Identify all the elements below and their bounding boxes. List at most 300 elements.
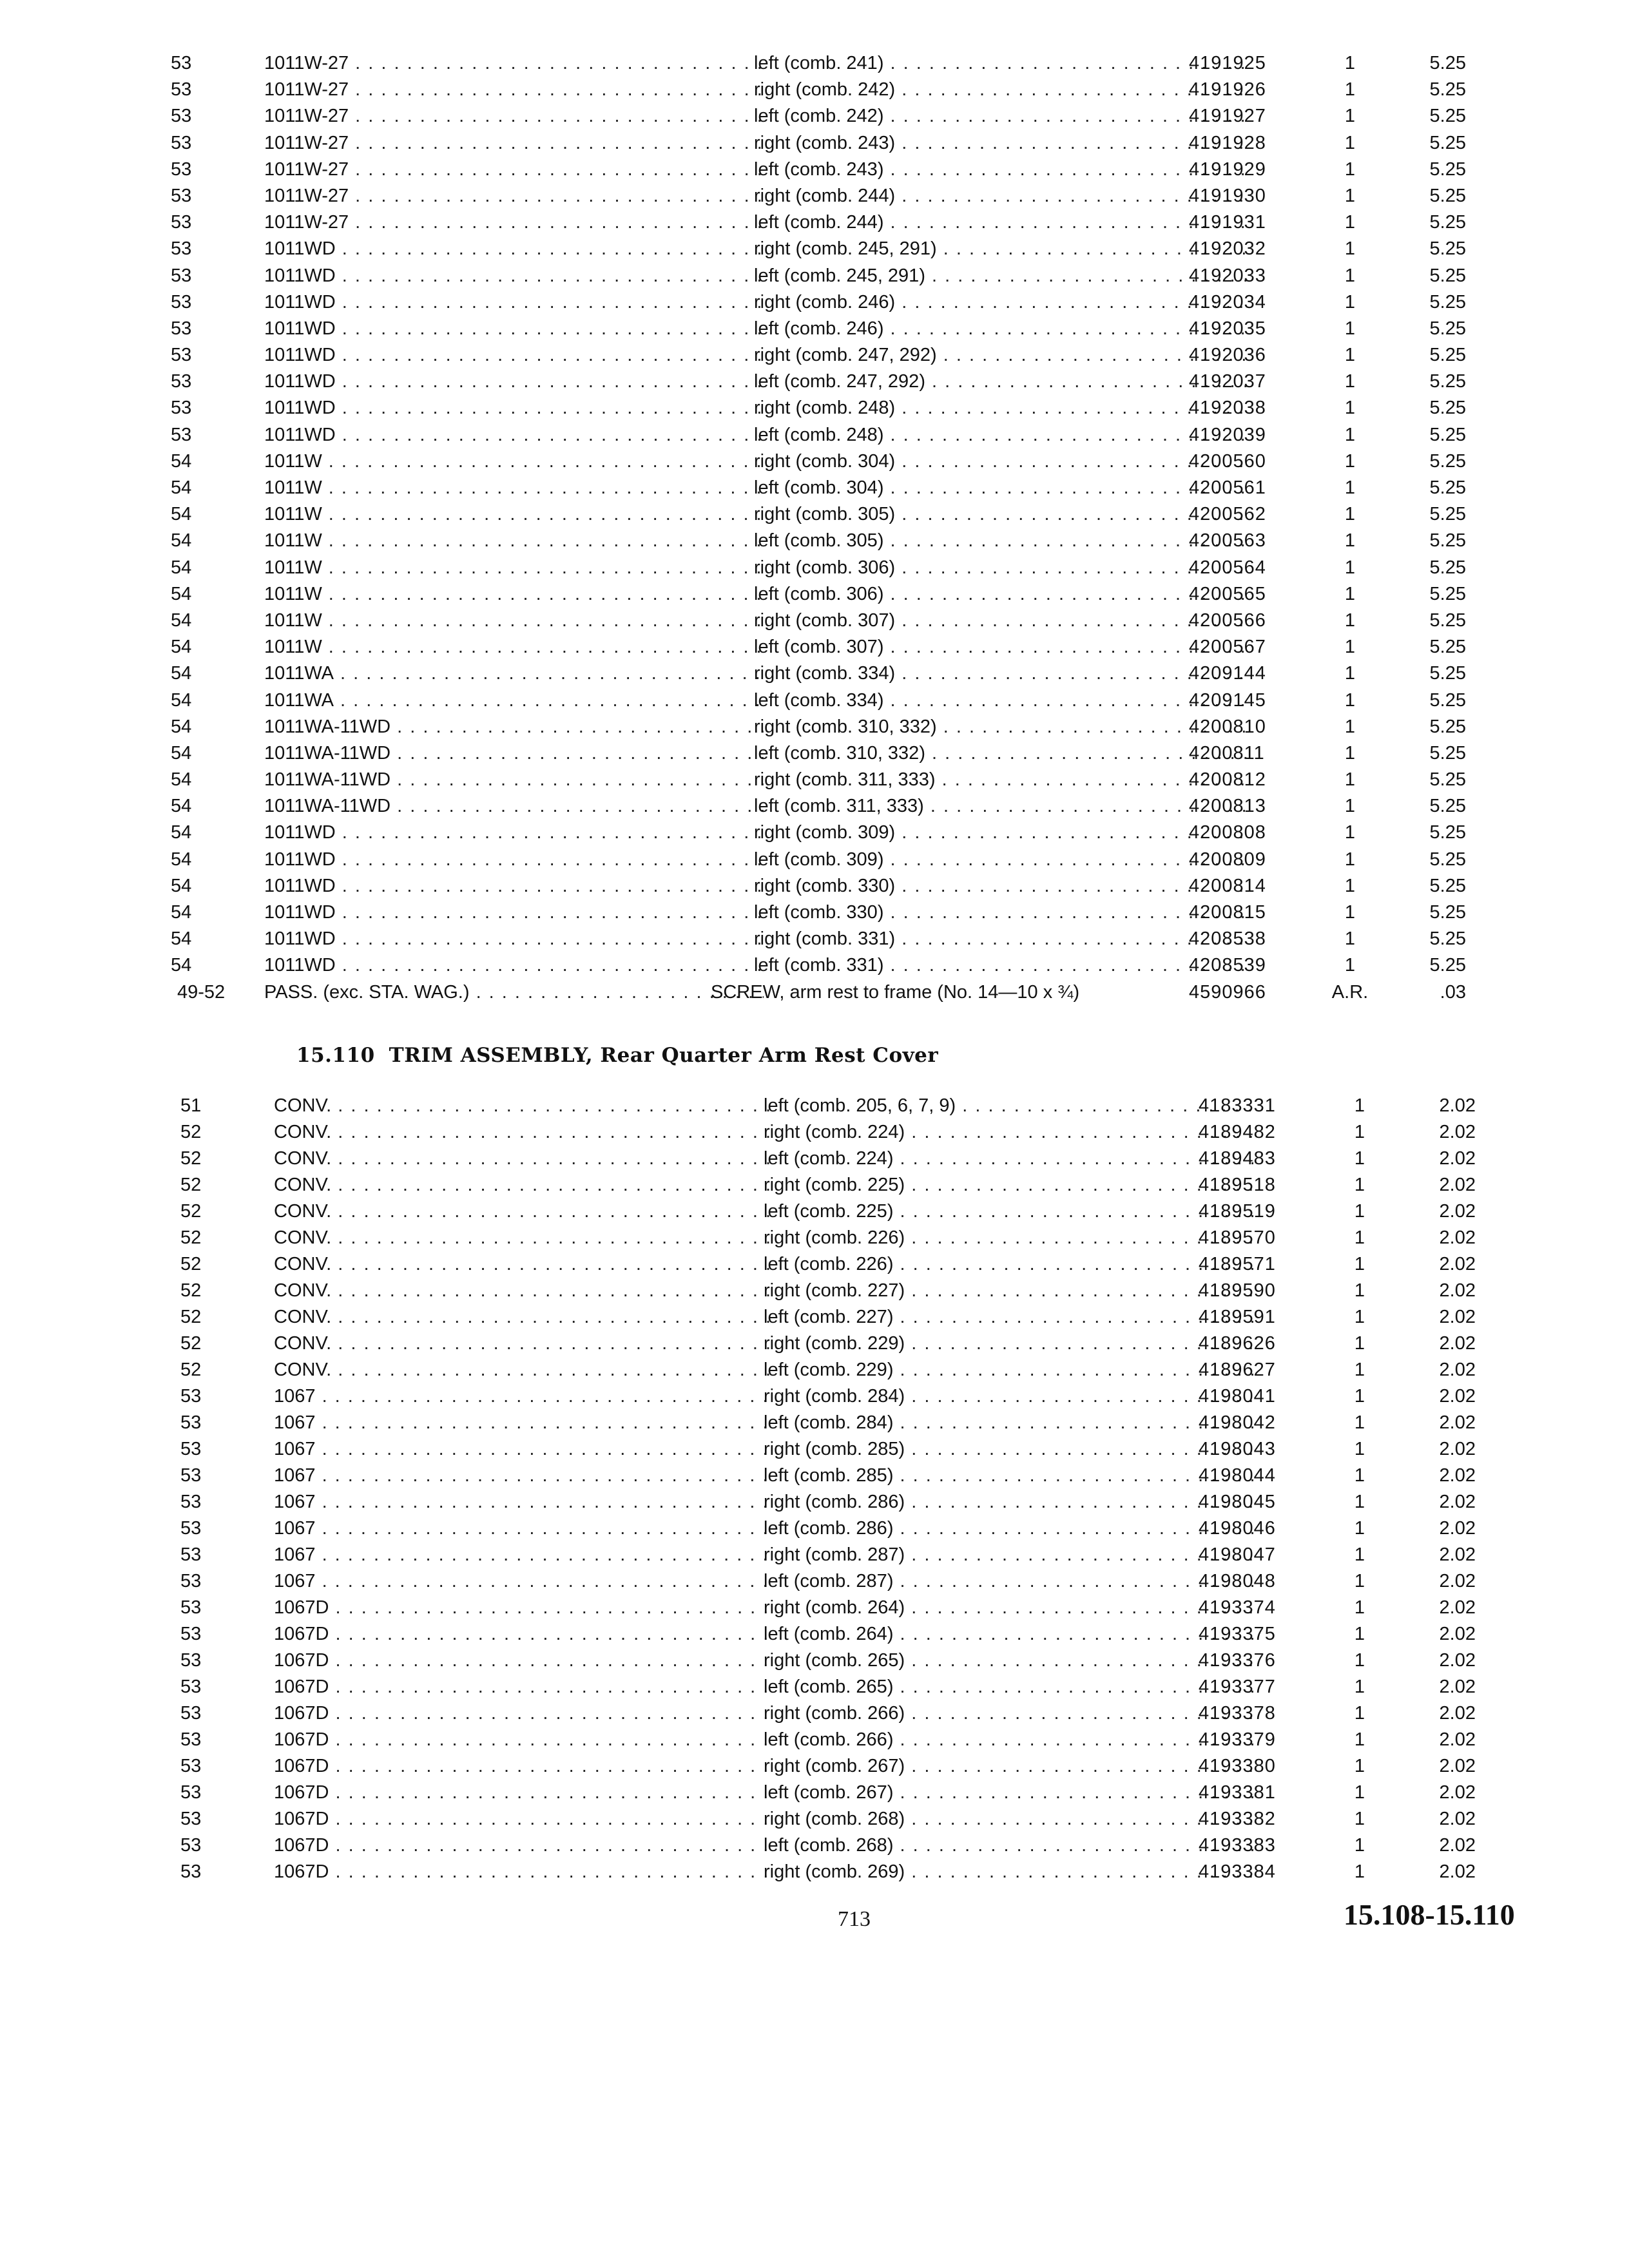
description-cell: left (comb. 247, 292) . . . — [754, 369, 1250, 395]
price-cell: 5.25 — [1429, 955, 1466, 976]
description-cell: left (comb. 229) . . . — [764, 1357, 1253, 1383]
quantity-cell: 1 — [1344, 875, 1356, 896]
description-cell: right (comb. 226) . . . — [764, 1225, 1253, 1251]
description-cell: left (comb. 309) . . . — [754, 847, 1250, 873]
price-cell: 5.25 — [1429, 53, 1466, 73]
model-cell: 1011WD . . . — [264, 236, 764, 262]
quantity-cell: 1 — [1344, 557, 1356, 578]
model-cell: 1011WD . . . — [264, 899, 764, 926]
model-cell: 1011WD . . . — [264, 342, 764, 369]
price-cell: 5.25 — [1429, 504, 1466, 525]
description-cell: left (comb. 334) . . . — [754, 687, 1250, 714]
year-cell: 54 — [171, 928, 192, 950]
part-number-cell: 4192039 — [1189, 424, 1266, 445]
part-number-cell: 4193380 — [1199, 1756, 1276, 1776]
part-number-cell: 4208538 — [1189, 928, 1266, 950]
price-cell: 5.25 — [1429, 557, 1466, 578]
quantity-cell: 1 — [1354, 1465, 1365, 1486]
model-cell: 1011WD . . . — [264, 369, 764, 395]
price-cell: 5.25 — [1429, 663, 1466, 684]
description-cell: right (comb. 334) . . . — [754, 660, 1250, 687]
description-cell: right (comb. 306) . . . — [754, 555, 1250, 581]
part-number-cell: 4191927 — [1189, 106, 1266, 127]
year-cell: 54 — [171, 742, 192, 764]
model-cell: CONV. . . . — [274, 1146, 770, 1172]
model-cell: 1011WD . . . — [264, 289, 764, 316]
quantity-cell: 1 — [1344, 265, 1356, 286]
quantity-cell: 1 — [1354, 1412, 1365, 1433]
part-number-cell: 4193379 — [1199, 1729, 1276, 1750]
model-cell: 1011W . . . — [264, 448, 764, 475]
quantity-cell: 1 — [1354, 1809, 1365, 1829]
model-cell: CONV. . . . — [274, 1172, 770, 1198]
year-cell: 54 — [171, 875, 192, 896]
year-cell: 53 — [180, 1835, 202, 1856]
year-cell: 53 — [180, 1492, 202, 1512]
price-cell: 2.02 — [1439, 1597, 1476, 1618]
price-cell: 2.02 — [1439, 1227, 1476, 1248]
model-cell: 1067D . . . — [274, 1806, 770, 1832]
part-number-cell: 4183331 — [1199, 1095, 1276, 1116]
year-cell: 53 — [171, 424, 192, 445]
price-cell: 2.02 — [1439, 1571, 1476, 1591]
year-cell: 53 — [180, 1386, 202, 1407]
year-cell: 53 — [171, 265, 192, 286]
model-cell: CONV. . . . — [274, 1251, 770, 1278]
model-cell: 1067 . . . — [274, 1489, 770, 1515]
description-cell: left (comb. 287) . . . — [764, 1568, 1253, 1595]
price-cell: 5.25 — [1429, 769, 1466, 791]
model-cell: 1067D . . . — [274, 1648, 770, 1674]
price-cell: 5.25 — [1429, 902, 1466, 923]
quantity-cell: 1 — [1354, 1756, 1365, 1776]
page-number: 713 — [838, 1907, 871, 1931]
quantity-cell: 1 — [1344, 185, 1356, 206]
part-number-cell: 4198047 — [1199, 1544, 1276, 1565]
quantity-cell: 1 — [1344, 450, 1356, 472]
quantity-cell: 1 — [1344, 689, 1356, 711]
model-cell: 1067D . . . — [274, 1780, 770, 1806]
price-cell: 5.25 — [1429, 318, 1466, 339]
description-cell: left (comb. 227) . . . — [764, 1304, 1253, 1331]
part-number-cell: 4200563 — [1189, 530, 1266, 552]
part-number-cell: 4200812 — [1189, 769, 1266, 791]
quantity-cell: 1 — [1354, 1861, 1365, 1882]
quantity-cell: 1 — [1354, 1386, 1365, 1407]
part-number-cell: 4200809 — [1189, 849, 1266, 870]
year-cell: 52 — [180, 1307, 202, 1327]
part-number-cell: 4200560 — [1189, 450, 1266, 472]
section-heading — [296, 1044, 938, 1067]
part-number-cell: 4200561 — [1189, 477, 1266, 498]
part-number-cell: 4191926 — [1189, 79, 1266, 101]
price-cell: 5.25 — [1429, 477, 1466, 498]
part-number-cell: 4209145 — [1189, 689, 1266, 711]
year-cell: 54 — [171, 769, 192, 791]
quantity-cell: 1 — [1344, 955, 1356, 976]
quantity-cell: A.R. — [1331, 981, 1369, 1003]
part-number-cell: 4189482 — [1199, 1122, 1276, 1142]
price-cell: 5.25 — [1429, 106, 1466, 127]
part-number-cell: 4209144 — [1189, 663, 1266, 684]
year-cell: 52 — [180, 1175, 202, 1195]
year-cell: 53 — [180, 1650, 202, 1671]
part-number-cell: 4200813 — [1189, 796, 1266, 817]
year-cell: 53 — [180, 1597, 202, 1618]
model-cell: 1011W-27 . . . — [264, 183, 764, 209]
description-cell: left (comb. 244) . . . — [754, 209, 1250, 236]
description-cell: right (comb. 224) . . . — [764, 1119, 1253, 1146]
quantity-cell: 1 — [1344, 291, 1356, 312]
quantity-cell: 1 — [1344, 610, 1356, 631]
model-cell: 1067 . . . — [274, 1383, 770, 1410]
year-cell: 54 — [171, 716, 192, 737]
year-cell: 53 — [180, 1729, 202, 1750]
year-cell: 52 — [180, 1280, 202, 1301]
model-cell: 1011WA-11WD . . . — [264, 740, 764, 767]
part-number-cell: 4192032 — [1189, 238, 1266, 260]
price-cell: 2.02 — [1439, 1465, 1476, 1486]
description-cell: right (comb. 265) . . . — [764, 1648, 1253, 1674]
price-cell: 2.02 — [1439, 1492, 1476, 1512]
part-number-cell: 4189483 — [1199, 1148, 1276, 1169]
part-number-cell: 4200814 — [1189, 875, 1266, 896]
description-cell: left (comb. 304) . . . — [754, 475, 1250, 501]
year-cell: 53 — [171, 79, 192, 101]
price-cell: 5.25 — [1429, 610, 1466, 631]
quantity-cell: 1 — [1344, 769, 1356, 791]
year-cell: 51 — [180, 1095, 202, 1116]
quantity-cell: 1 — [1344, 902, 1356, 923]
description-cell: right (comb. 311, 333) . . . — [754, 767, 1250, 793]
price-cell: 5.25 — [1429, 849, 1466, 870]
description-cell: left (comb. 305) . . . — [754, 528, 1250, 554]
model-cell: 1011WD . . . — [264, 263, 764, 289]
description-cell: right (comb. 309) . . . — [754, 820, 1250, 846]
quantity-cell: 1 — [1354, 1624, 1365, 1644]
model-cell: 1011WD . . . — [264, 316, 764, 342]
part-number-cell: 4198048 — [1199, 1571, 1276, 1591]
price-cell: .03 — [1440, 981, 1466, 1003]
description-cell: right (comb. 269) . . . — [764, 1859, 1253, 1885]
price-cell: 5.25 — [1429, 265, 1466, 286]
part-number-cell: 4200566 — [1189, 610, 1266, 631]
price-cell: 2.02 — [1439, 1439, 1476, 1459]
part-number-cell: 4191931 — [1189, 212, 1266, 233]
year-cell: 53 — [171, 132, 192, 153]
year-cell: 53 — [180, 1703, 202, 1724]
year-cell: 54 — [171, 610, 192, 631]
description-cell: right (comb. 305) . . . — [754, 501, 1250, 528]
price-cell: 5.25 — [1429, 450, 1466, 472]
year-cell: 54 — [171, 902, 192, 923]
part-number-cell: 4189519 — [1199, 1201, 1276, 1222]
part-number-cell: 4590966 — [1189, 981, 1266, 1003]
year-cell: 54 — [171, 450, 192, 472]
year-cell: 53 — [180, 1677, 202, 1697]
part-number-cell: 4200808 — [1189, 822, 1266, 843]
part-number-cell: 4200811 — [1189, 742, 1265, 764]
year-cell: 52 — [180, 1148, 202, 1169]
part-number-cell: 4191929 — [1189, 159, 1266, 180]
section-number: 15.110 — [296, 1044, 375, 1067]
quantity-cell: 1 — [1344, 583, 1356, 604]
model-cell: 1011WD . . . — [264, 395, 764, 421]
year-cell: 53 — [180, 1809, 202, 1829]
model-cell: 1011W . . . — [264, 555, 764, 581]
description-cell: right (comb. 268) . . . — [764, 1806, 1253, 1832]
quantity-cell: 1 — [1354, 1280, 1365, 1301]
price-cell: 2.02 — [1439, 1703, 1476, 1724]
model-cell: 1067D . . . — [274, 1595, 770, 1621]
quantity-cell: 1 — [1354, 1677, 1365, 1697]
quantity-cell: 1 — [1354, 1782, 1365, 1803]
description-cell: left (comb. 224) . . . — [764, 1146, 1253, 1172]
description-cell: right (comb. 285) . . . — [764, 1436, 1253, 1463]
quantity-cell: 1 — [1354, 1703, 1365, 1724]
description-cell: left (comb. 241) . . . — [754, 50, 1250, 77]
price-cell: 5.25 — [1429, 822, 1466, 843]
year-cell: 52 — [180, 1201, 202, 1222]
price-cell: 5.25 — [1429, 742, 1466, 764]
description-cell: right (comb. 331) . . . — [754, 926, 1250, 952]
year-cell: 54 — [171, 637, 192, 658]
model-cell: 1011WD . . . — [264, 820, 764, 846]
price-cell: 5.25 — [1429, 796, 1466, 817]
description-cell: left (comb. 331) . . . — [754, 952, 1250, 979]
price-cell: 2.02 — [1439, 1122, 1476, 1142]
part-number-cell: 4192038 — [1189, 398, 1266, 419]
part-number-cell: 4189570 — [1199, 1227, 1276, 1248]
quantity-cell: 1 — [1354, 1148, 1365, 1169]
price-cell: 2.02 — [1439, 1756, 1476, 1776]
quantity-cell: 1 — [1344, 663, 1356, 684]
description-cell: right (comb. 304) . . . — [754, 448, 1250, 475]
model-cell: 1011W . . . — [264, 475, 764, 501]
description-cell: left (comb. 285) . . . — [764, 1463, 1253, 1489]
description-cell: left (comb. 286) . . . — [764, 1515, 1253, 1542]
part-number-cell: 4191930 — [1189, 185, 1266, 206]
description-cell: right (comb. 287) . . . — [764, 1542, 1253, 1568]
price-cell: 5.25 — [1429, 398, 1466, 419]
model-cell: 1067 . . . — [274, 1515, 770, 1542]
price-cell: 5.25 — [1429, 424, 1466, 445]
price-cell: 2.02 — [1439, 1148, 1476, 1169]
quantity-cell: 1 — [1344, 212, 1356, 233]
description-cell: right (comb. 245, 291) . . . — [754, 236, 1250, 262]
part-number-cell: 4189518 — [1199, 1175, 1276, 1195]
quantity-cell: 1 — [1344, 238, 1356, 260]
part-number-cell: 4198043 — [1199, 1439, 1276, 1459]
quantity-cell: 1 — [1344, 637, 1356, 658]
quantity-cell: 1 — [1344, 796, 1356, 817]
description-cell: left (comb. 243) . . . — [754, 157, 1250, 183]
year-cell: 53 — [180, 1756, 202, 1776]
quantity-cell: 1 — [1344, 53, 1356, 73]
year-cell: 53 — [171, 106, 192, 127]
price-cell: 5.25 — [1429, 530, 1466, 552]
year-cell: 49-52 — [177, 981, 226, 1003]
model-cell: 1011WA . . . — [264, 660, 764, 687]
quantity-cell: 1 — [1354, 1095, 1365, 1116]
quantity-cell: 1 — [1344, 345, 1356, 366]
year-cell: 52 — [180, 1360, 202, 1380]
model-cell: 1011W-27 . . . — [264, 209, 764, 236]
model-cell: 1067D . . . — [274, 1753, 770, 1780]
model-cell: CONV. . . . — [274, 1225, 770, 1251]
model-cell: 1011WD . . . — [264, 847, 764, 873]
description-cell: left (comb. 246) . . . — [754, 316, 1250, 342]
quantity-cell: 1 — [1354, 1571, 1365, 1591]
quantity-cell: 1 — [1354, 1227, 1365, 1248]
description-cell: left (comb. 311, 333) . . . — [754, 793, 1250, 820]
price-cell: 2.02 — [1439, 1095, 1476, 1116]
year-cell: 53 — [180, 1624, 202, 1644]
model-cell: 1011WA-11WD . . . — [264, 767, 764, 793]
year-cell: 53 — [180, 1782, 202, 1803]
description-cell: left (comb. 284) . . . — [764, 1410, 1253, 1436]
price-cell: 2.02 — [1439, 1782, 1476, 1803]
part-number-cell: 4191928 — [1189, 132, 1266, 153]
part-number-cell: 4193377 — [1199, 1677, 1276, 1697]
description-cell: SCREW, arm rest to frame (No. 14—10 x ¾) — [711, 981, 1080, 1003]
quantity-cell: 1 — [1344, 928, 1356, 950]
quantity-cell: 1 — [1344, 106, 1356, 127]
part-number-cell: 4193383 — [1199, 1835, 1276, 1856]
year-cell: 54 — [171, 663, 192, 684]
quantity-cell: 1 — [1344, 822, 1356, 843]
price-cell: 2.02 — [1439, 1861, 1476, 1882]
price-cell: 2.02 — [1439, 1729, 1476, 1750]
year-cell: 54 — [171, 796, 192, 817]
model-cell: 1067D . . . — [274, 1700, 770, 1727]
year-cell: 54 — [171, 504, 192, 525]
model-cell: CONV. . . . — [274, 1278, 770, 1304]
part-number-cell: 4189591 — [1199, 1307, 1276, 1327]
price-cell: 2.02 — [1439, 1386, 1476, 1407]
price-cell: 2.02 — [1439, 1412, 1476, 1433]
part-number-cell: 4198046 — [1199, 1518, 1276, 1539]
model-cell: 1067D . . . — [274, 1859, 770, 1885]
price-cell: 2.02 — [1439, 1624, 1476, 1644]
description-cell: right (comb. 284) . . . — [764, 1383, 1253, 1410]
price-cell: 5.25 — [1429, 212, 1466, 233]
part-number-cell: 4192037 — [1189, 371, 1266, 392]
description-cell: left (comb. 310, 332) . . . — [754, 740, 1250, 767]
part-number-cell: 4193375 — [1199, 1624, 1276, 1644]
part-number-cell: 4200565 — [1189, 583, 1266, 604]
part-number-cell: 4193382 — [1199, 1809, 1276, 1829]
part-number-cell: 4193381 — [1199, 1782, 1276, 1803]
part-number-cell: 4198045 — [1199, 1492, 1276, 1512]
part-number-cell: 4189590 — [1199, 1280, 1276, 1301]
model-cell: CONV. . . . — [274, 1198, 770, 1225]
price-cell: 2.02 — [1439, 1835, 1476, 1856]
part-number-cell: 4192035 — [1189, 318, 1266, 339]
model-cell: CONV. . . . — [274, 1331, 770, 1357]
quantity-cell: 1 — [1354, 1201, 1365, 1222]
year-cell: 53 — [171, 318, 192, 339]
quantity-cell: 1 — [1354, 1439, 1365, 1459]
part-number-cell: 4192033 — [1189, 265, 1266, 286]
price-cell: 2.02 — [1439, 1809, 1476, 1829]
model-cell: 1067D . . . — [274, 1621, 770, 1648]
year-cell: 53 — [171, 291, 192, 312]
quantity-cell: 1 — [1354, 1254, 1365, 1274]
price-cell: 5.25 — [1429, 185, 1466, 206]
price-cell: 5.25 — [1429, 238, 1466, 260]
model-cell: 1067 . . . — [274, 1463, 770, 1489]
model-cell: 1011WD . . . — [264, 952, 764, 979]
quantity-cell: 1 — [1344, 371, 1356, 392]
price-cell: 2.02 — [1439, 1650, 1476, 1671]
part-number-cell: 4200810 — [1189, 716, 1266, 737]
model-cell: 1067 . . . — [274, 1568, 770, 1595]
part-number-cell: 4192036 — [1189, 345, 1266, 366]
price-cell: 2.02 — [1439, 1360, 1476, 1380]
year-cell: 52 — [180, 1333, 202, 1354]
description-cell: left (comb. 265) . . . — [764, 1674, 1253, 1700]
year-cell: 53 — [171, 371, 192, 392]
year-cell: 53 — [180, 1439, 202, 1459]
model-cell: 1011WD . . . — [264, 873, 764, 899]
year-cell: 54 — [171, 557, 192, 578]
description-cell: right (comb. 246) . . . — [754, 289, 1250, 316]
quantity-cell: 1 — [1354, 1122, 1365, 1142]
price-cell: 5.25 — [1429, 371, 1466, 392]
year-cell: 53 — [171, 185, 192, 206]
quantity-cell: 1 — [1354, 1835, 1365, 1856]
year-cell: 53 — [180, 1571, 202, 1591]
model-cell: 1011W-27 . . . — [264, 103, 764, 130]
price-cell: 5.25 — [1429, 345, 1466, 366]
price-cell: 5.25 — [1429, 689, 1466, 711]
part-number-cell: 4192034 — [1189, 291, 1266, 312]
description-cell: right (comb. 243) . . . — [754, 130, 1250, 157]
quantity-cell: 1 — [1354, 1597, 1365, 1618]
price-cell: 5.25 — [1429, 132, 1466, 153]
part-number-cell: 4198042 — [1199, 1412, 1276, 1433]
year-cell: 53 — [180, 1412, 202, 1433]
price-cell: 2.02 — [1439, 1280, 1476, 1301]
model-cell: 1011W . . . — [264, 581, 764, 608]
year-cell: 53 — [180, 1518, 202, 1539]
description-cell: right (comb. 264) . . . — [764, 1595, 1253, 1621]
part-number-cell: 4198044 — [1199, 1465, 1276, 1486]
description-cell: left (comb. 205, 6, 7, 9) . . . — [764, 1093, 1253, 1119]
model-cell: 1067 . . . — [274, 1410, 770, 1436]
price-cell: 5.25 — [1429, 716, 1466, 737]
description-cell: left (comb. 226) . . . — [764, 1251, 1253, 1278]
description-cell: left (comb. 242) . . . — [754, 103, 1250, 130]
year-cell: 54 — [171, 530, 192, 552]
model-cell: 1011W-27 . . . — [264, 77, 764, 103]
model-cell: CONV. . . . — [274, 1093, 770, 1119]
description-cell: left (comb. 307) . . . — [754, 634, 1250, 660]
part-number-cell: 4198041 — [1199, 1386, 1276, 1407]
model-cell: 1011WD . . . — [264, 422, 764, 448]
description-cell: right (comb. 310, 332) . . . — [754, 714, 1250, 740]
model-cell: 1067D . . . — [274, 1832, 770, 1859]
price-cell: 2.02 — [1439, 1307, 1476, 1327]
quantity-cell: 1 — [1344, 477, 1356, 498]
part-number-cell: 4200815 — [1189, 902, 1266, 923]
description-cell: right (comb. 247, 292) . . . — [754, 342, 1250, 369]
price-cell: 5.25 — [1429, 159, 1466, 180]
description-cell: right (comb. 227) . . . — [764, 1278, 1253, 1304]
price-cell: 2.02 — [1439, 1254, 1476, 1274]
quantity-cell: 1 — [1354, 1333, 1365, 1354]
